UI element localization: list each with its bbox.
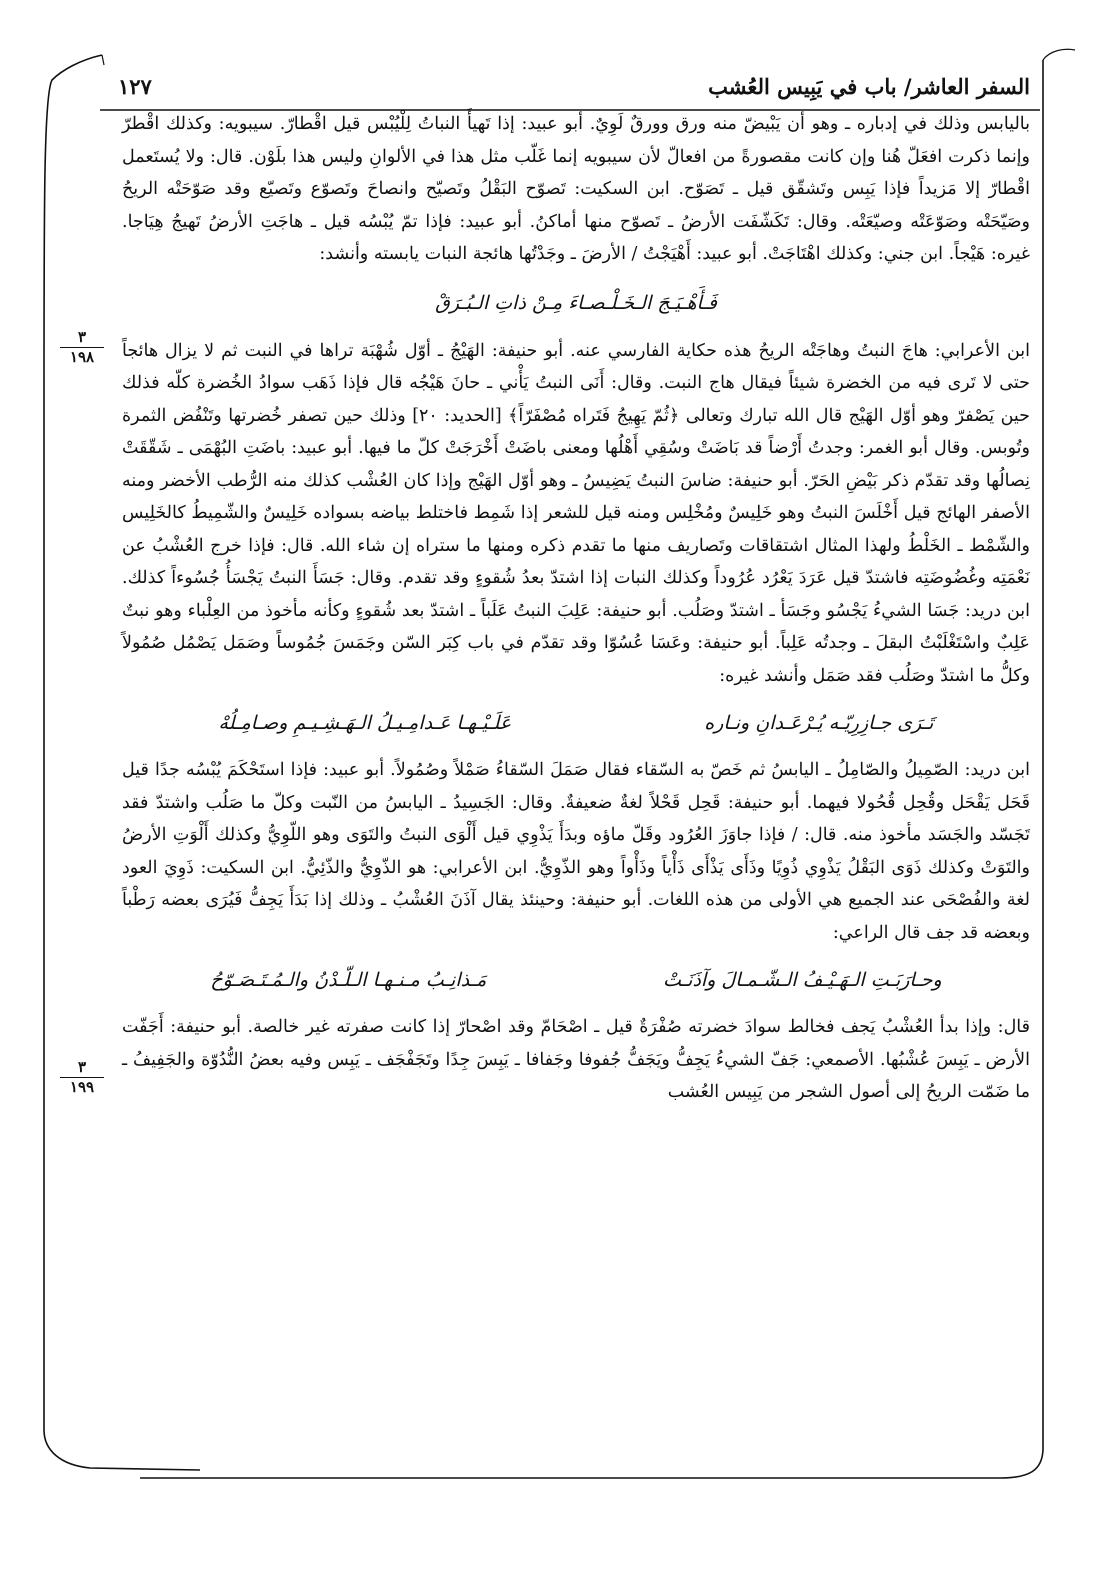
paragraph: ابن الأعرابي: هاجَ النبتُ وهاجَتْه الريحُ هذه حكاية الفارسي عنه. أبو حنيفة: الهَيْجُ ـ أوّل شُهْبَة تراها في النبت ثم لا يزال هائجاً حتى لا تَرى فيه من الخضرة شيئاً فيقال هاج النبت. وقال: أَنَى النبتُ يَأْني ـ حانَ هَيْجُه قال فإذا ذَهَب سوادُ الخُضرة كلّه فذلك حين يَصْفرّ وهو أوّل الهَيْج قال الله تبارك وتعالى ﴿ثُمّ يَهِيجُ فَتَراه مُصْفَرّاً﴾ [الحديد: ٢٠] وذلك حين تصفر خُضرتها وتَنْفُض الثمرة وتُوبس. وقال أبو الغمر: وجدتُ أَرْضاً قد بَاضَتْ وسُقِي أَهْلُها ومعنى باضَتْ أَخْرَجَتْ كلّ ما فيها. أبو عبيد: باضَتِ البُهْمَى ـ شَقّقَتْ نِصالُها وقد تقدّم ذكر بَيْضِ الحَرّ. أبو حنيفة: ضاسَ النبتُ يَضِيسُ ـ وهو أوّل الهَيْج وإذا كان العُشْب كذلك منه الرُّطب الأخضر ومنه الأصفر الهائج قيل أَخْلَسَ النبتُ وهو خَلِيسٌ ومُخْلِس ومنه قيل للشعر إذا شَمِط فاختلط بياضه بسواده خَلِيسٌ والشّمِيطُ كالخَلِيس والشّمْط ـ الخَلْطُ ولهذا المثال اشتقاقات وتَصاريف منها ما تقدم ذكره ومنها ما ستراه إن شاء الله. قال: فإذا خرج العُشْبُ عن نَعْمَتِه وغُضُوضَتِه فاشتدّ قيل عَرَدَ يَعْرُد عُرُوداً وكذلك النبات إذا اشتدّ بعدُ شُقوءٍ وقد تقدم. وقال: جَسَأَ النبتُ يَجْسَأُ جُسُوءاً كذلك. ابن دريد: جَسَا الشيءُ يَجْسُو وجَسَأ ـ اشتدّ وصَلُب. أبو حنيفة: عَلِبَ النبتُ عَلَباً ـ اشتدّ بعد شُقوءٍ وكأنه مأخوذ من العِلْباء وهو نبتٌ عَلِبٌ واسْتَغْلَبْتُ البقلَ ـ وجدتُه عَلِباً. أبو حنيفة: وعَسَا عُسُوّا وقد تقدّم في باب كِبَر السّن وجَمَسَ جُمُوساً وصَمَل يَصْمُل صُمُولاً وكلُّ ما اشتدّ وصَلُب فقد صَمَل وأنشد غيره: bbox=[122, 340, 1030, 686]
margin-ref-page: ١٩٨ bbox=[69, 348, 95, 366]
paragraph: قال: وإذا بدأ العُشْبُ يَجف فخالط سوادَ خضرته صُفْرَةٌ قيل ـ اصْحَامّ وقد اصْحارّ إذا كانت صفرته غير خالصة. أبو حنيفة: أَجَفّت الأرض ـ يَبِسَ عُشْبُها. الأصمعي: جَفّ الشيءُ يَجِفُّ ويَجَفُّ جُفوفا وجَفافا ـ يَبِسَ جِدًا وتَجَفْجَف ـ يَبِس وفيه بعضُ النُّدُوّة والجَفِيفُ ـ ما ضَمّت الريحُ إلى أصول الشجر من يَبِيس العُشب bbox=[122, 1017, 1030, 1102]
page-number: ١٢٧ bbox=[118, 74, 152, 99]
margin-ref-volume: ٣ bbox=[60, 1060, 104, 1078]
verse-couplet bbox=[122, 692, 1030, 754]
paragraph: باليابس وذلك في إدباره ـ وهو أن يَبْيضّ منه ورق وورقٌ لَوِيٌ. أبو عبيد: إذا تَهيأَ النباتُ لِلْيُبْس قيل اقْطارّ. سيبويه: وكذلك اقْطرّ وإنما ذكرت افعَلّ هُنا وإن كانت مقصورةً من افعالّ لأن سيبويه إنما غَلّب مثل هذا في الألوانِ وليس هذا بلَوْن. قال: ولا يُستَعمل اقْطارّ إلا مَزيداً فإذا يَبِس وتَشقّق قيل ـ تَصَوّح. ابن السكيت: تَصوّح البَقْلُ وتَصيّح وانصاحَ وتَصوّع وتَصيّع وقد صَوّحَتْه الريحُ وصَيّحَتْه وصَوّعَتْه وصيّعَتْه. وقال: تَكَشّفَت الأرضُ ـ تَصوّح منها أماكنُ. أبو عبيد: فإذا تمّ يُبْسُه قيل ـ هاجَتِ الأرضُ تَهيجُ هِيَاجا. غيره: هَيْجاً. ابن جني: وكذلك اهْتَاجَتْ. أبو عبيد: أَهْيَجْتُ / الأرضَ ـ وجَدْتُها هائجة النبات يابسته وأنشد: bbox=[122, 114, 1030, 264]
verse-first-hemistich: وحـارَبَـتِ الـهَـيْـفُ الـشّـمـالَ وآذَنَـتْ bbox=[662, 969, 942, 991]
running-title: السفر العاشر/ باب في يَبِيس العُشب bbox=[708, 74, 1030, 99]
verse-line: فَـأَهْـيَـجَ الـخَـلْـصـاءَ مِـنْ ذاتِ الـبُـرَقْ bbox=[435, 291, 717, 314]
running-header bbox=[118, 74, 1030, 104]
margin-page-ref bbox=[60, 1060, 104, 1095]
margin-page-ref bbox=[60, 330, 104, 365]
verse-second-hemistich: عَلَـيْـهـا عَـدامِـيـلُ الـهَـشِـيـمِ وصـامِـلُهْ bbox=[218, 712, 512, 734]
margin-ref-volume: ٣ bbox=[60, 330, 104, 348]
margin-ref-page: ١٩٩ bbox=[69, 1078, 95, 1096]
verse-first-hemistich: تَـرَى جـازِرِيّـه يُـرْعَـدانِ ونـاره bbox=[704, 712, 934, 734]
main-text bbox=[122, 108, 1030, 1109]
verse-couplet bbox=[122, 949, 1030, 1011]
verse-second-hemistich: مَـذانِـبُ مـنـهـا الـلّـدْنُ والـمُـتَـصَـوّحُ bbox=[210, 969, 487, 991]
paragraph: ابن دريد: الصّمِيلُ والصّامِلُ ـ اليابسُ ثم خَصّ به السّقاء فقال صَمَلَ السّقاءُ صَمْلاً وصُمُولاً. أبو عبيد: فإذا استَحْكَمَ يُبْسُه جدًا قيل قَحَل يَقْحَل وقُحِل قُحُولا فيهما. أبو حنيفة: قَحِل قَحْلاً لغةٌ ضعيفةٌ. وقال: الجَسِيدُ ـ اليابسُ من النّبت وكلّ ما صَلُب واشتدّ فقد تَجَسّد والجَسَد مأخوذ منه. قال: / فإذا جاوَزَ العُرُود وقَلّ ماؤه وبدَأَ يَذْوِي قيل أَلْوَى النبتُ والتَوَى وهو اللّوِيُّ وكذلك أَلْوَتِ الأرضُ والتَوَتْ وكذلك ذَوَى البَقْلُ يَذْوِي ذُوِيًا وذَأَى يَذْأَى ذَأْياً وذَأْواً وهو الذّوِيُّ. ابن الأعرابي: هو الذّوِيُّ والذّئِيُّ. ابن السكيت: ذَوِيَ العود لغة والفُصْحَى عند الجميع هي الأولى من هذه اللغات. أبو حنيفة: وحينئذ يقال آذَنَ العُشْبُ ـ وذلك إذا بَدَأَ يَجِفُّ فَيُرَى بعضه رَطْباً وبعضه قد جف قال الراعي: bbox=[122, 760, 1030, 943]
